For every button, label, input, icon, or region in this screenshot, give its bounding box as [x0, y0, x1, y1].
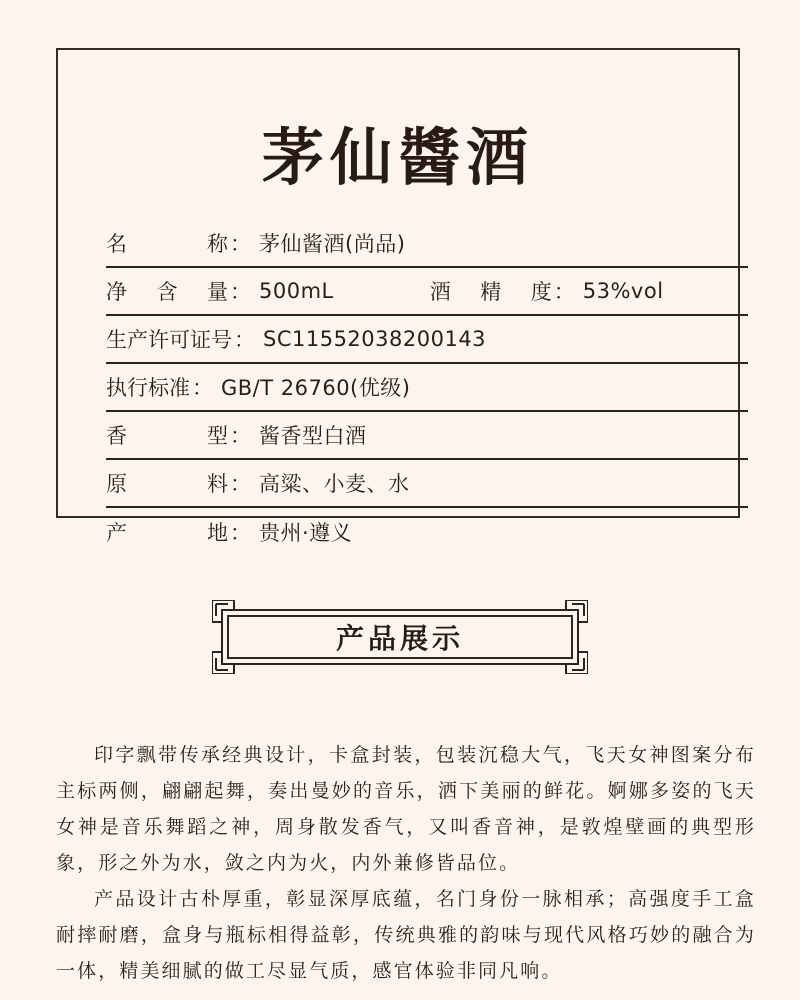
label-char: 净	[106, 280, 127, 304]
spec-label-ingredients	[106, 468, 228, 498]
spec-row-ingredients	[106, 460, 748, 508]
colon: ：	[230, 521, 251, 545]
label-char: 产	[106, 521, 127, 545]
spec-list	[106, 220, 748, 556]
label-char: 含	[156, 280, 178, 304]
spec-value-origin: 贵州·遵义	[259, 521, 353, 545]
spec-row-aroma	[106, 412, 748, 460]
spec-value-license: SC11552038200143	[263, 327, 487, 351]
spec-label-name	[106, 228, 228, 258]
description-paragraph: 产品设计古朴厚重，彰显深厚底蕴，名门身份一脉相承；高强度手工盒耐摔耐磨，盒身与瓶标相得益彰，传统典雅的韵味与现代风格巧妙的融合为一体，精美细腻的做工尽显气质，感官体验非同凡响。	[56, 888, 756, 982]
spec-card	[56, 48, 740, 545]
label-char: 原	[106, 472, 127, 496]
colon: ：	[230, 472, 251, 496]
spec-label-volume	[106, 276, 228, 306]
spec-value-abv: 53%vol	[582, 279, 664, 303]
spec-row-license	[106, 316, 748, 364]
label-char: 称	[207, 232, 228, 256]
label-char: 料	[207, 472, 228, 496]
section-title: 产品展示	[335, 622, 464, 655]
spec-value-standard: GB/T 26760(优级)	[221, 376, 411, 400]
spec-label-license: 生产许可证号	[106, 328, 232, 352]
label-char: 型	[207, 424, 228, 448]
spec-value-name: 茅仙酱酒(尚品)	[259, 232, 406, 256]
spec-row-origin	[106, 508, 748, 556]
colon: ：	[234, 328, 255, 352]
spec-value-ingredients: 高粱、小麦、水	[259, 472, 410, 496]
colon: ：	[230, 424, 251, 448]
spec-pair-abv	[430, 276, 664, 306]
spec-pair-volume	[106, 276, 334, 306]
spec-label-aroma	[106, 420, 228, 450]
product-description	[56, 737, 756, 989]
colon: ：	[230, 280, 251, 304]
spec-value-volume: 500mL	[259, 279, 334, 303]
label-char: 酒	[429, 280, 451, 304]
brand-logo: 茅仙醬酒	[261, 121, 534, 194]
label-char: 名	[106, 232, 127, 256]
label-char: 精	[480, 280, 502, 304]
spec-row-volume-abv	[106, 268, 748, 316]
label-char: 地	[207, 521, 228, 545]
spec-row-name	[106, 220, 748, 268]
label-char: 香	[106, 424, 127, 448]
spec-row-standard	[106, 364, 748, 412]
spec-label-origin	[106, 517, 228, 547]
section-banner	[212, 600, 588, 674]
colon: ：	[230, 232, 251, 256]
colon: ：	[553, 280, 575, 304]
spec-label-standard: 执行标准	[106, 376, 190, 400]
description-paragraph: 印字飘带传承经典设计，卡盒封装，包装沉稳大气，飞天女神图案分布主标两侧，翩翩起舞，奏出曼妙的音乐，洒下美丽的鲜花。婀娜多姿的飞天女神是音乐舞蹈之神，周身散发香气，又叫香音神，是敦煌壁画的典型形象，形之外为水，敛之内为火，内外兼修皆品位。	[56, 744, 756, 874]
spec-value-aroma: 酱香型白酒	[259, 424, 367, 448]
label-char: 量	[207, 280, 228, 304]
colon: ：	[192, 376, 213, 400]
spec-label-abv	[430, 276, 552, 306]
label-char: 度	[530, 280, 552, 304]
